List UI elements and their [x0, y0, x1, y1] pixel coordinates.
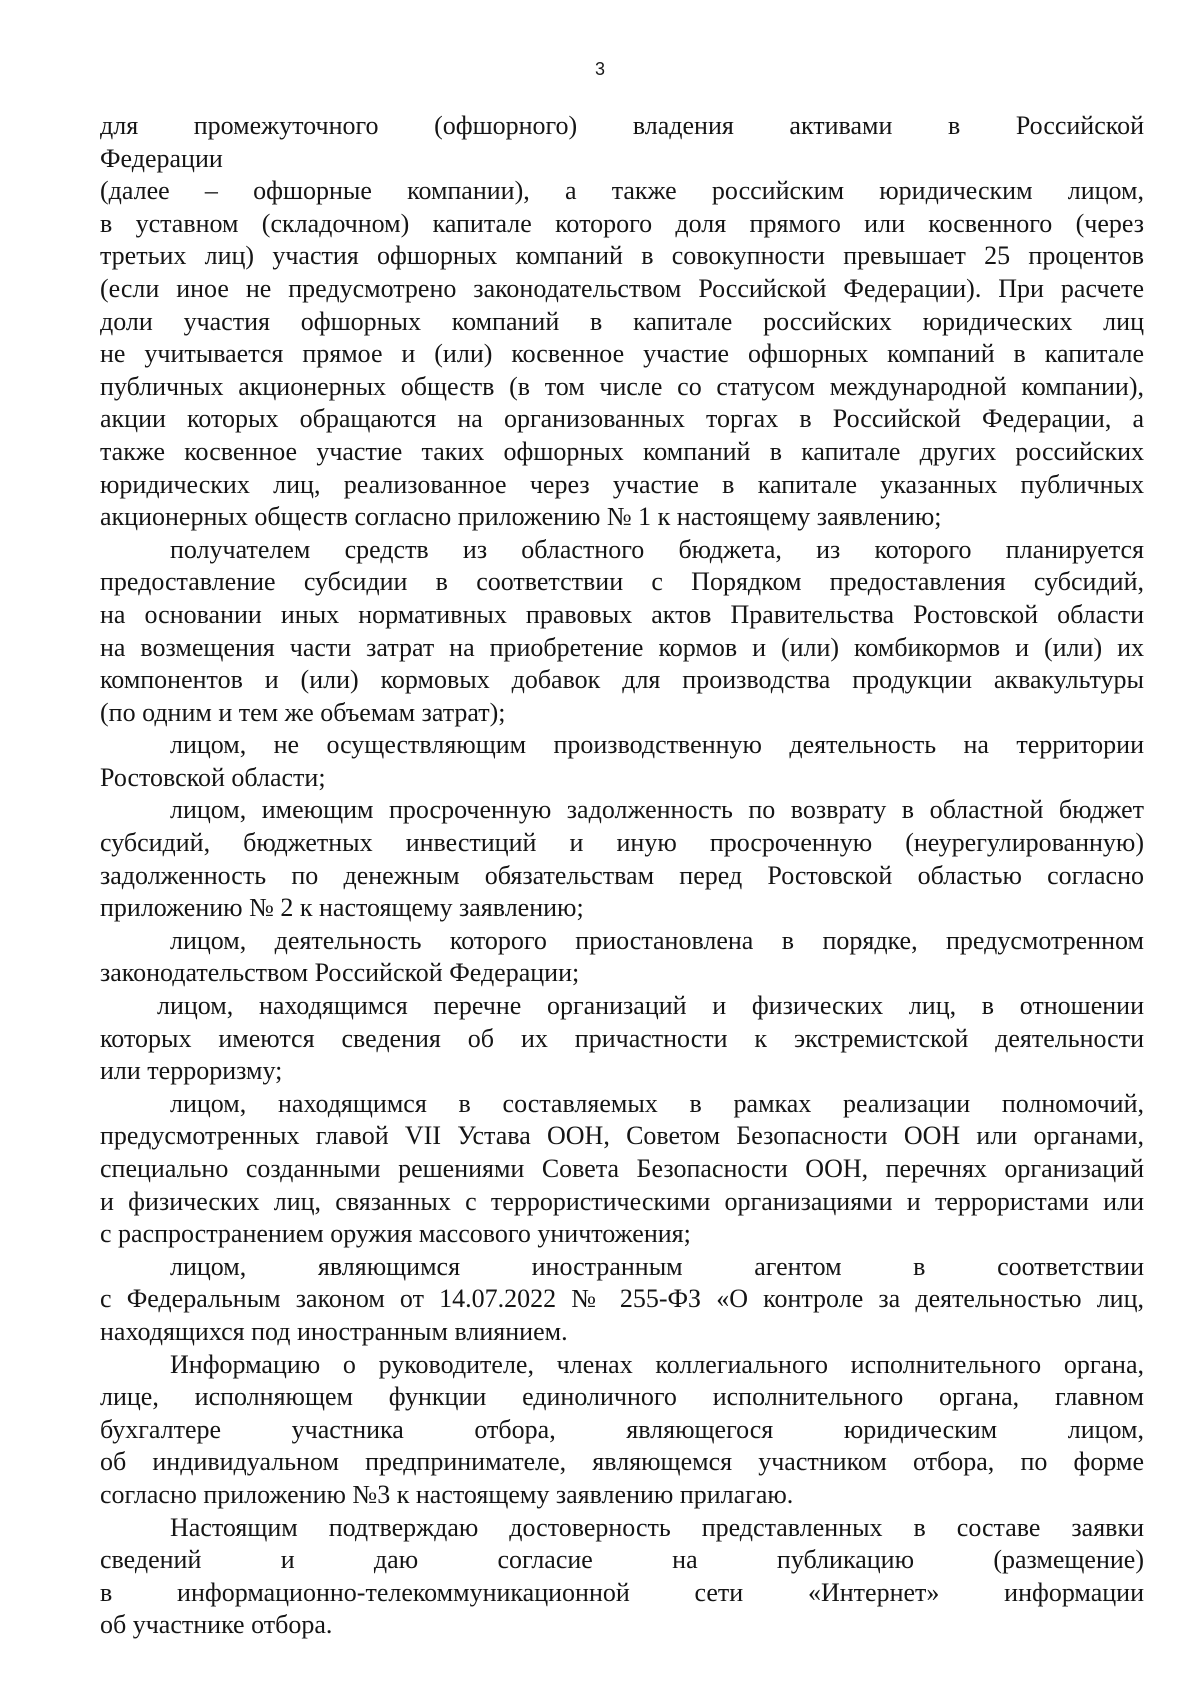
text-line: законодательством Российской Федерации;	[100, 958, 580, 988]
text-line: лицом, являющимся иностранным агентом в соответствии	[170, 1251, 1144, 1281]
text-line: об участнике отбора.	[100, 1610, 333, 1640]
text-line: для промежуточного (офшорного) владения активами в Российской	[100, 111, 1144, 140]
text-line: (далее – офшорные компании), а также российским юридическим лицом,	[100, 176, 1144, 206]
text-line: задолженность по денежным обязательствам перед Ростовской областью согласно	[100, 860, 1144, 890]
text-line: акционерных обществ согласно приложению № 1 к настоящему заявлению;	[100, 502, 942, 532]
text-line: лицом, находящимся перечне организаций и физических лиц, в отношении	[157, 991, 1144, 1021]
text-line: лицом, имеющим просроченную задолженность по возврату в областной бюджет	[170, 795, 1144, 825]
text-line: акции которых обращаются на организованных торгах в Российской Федерации, а	[100, 404, 1144, 434]
document-body	[100, 110, 1144, 1642]
text-line: (по одним и тем же объемам затрат);	[100, 697, 506, 727]
text-line: получателем средств из областного бюджета, из которого планируется	[170, 534, 1144, 564]
text-line: третьих лиц) участия офшорных компаний в совокупности превышает 25 процентов	[100, 241, 1144, 271]
text-line: специально созданными решениями Совета Безопасности ООН, перечнях организаций	[100, 1154, 1144, 1183]
text-line: (если иное не предусмотрено законодательством Российской Федерации). При расчете	[100, 273, 1144, 303]
text-line: на основании иных нормативных правовых актов Правительства Ростовской области	[100, 599, 1144, 629]
text-line: Информацию о руководителе, членах коллегиального исполнительного органа,	[170, 1349, 1144, 1379]
text-line: субсидий, бюджетных инвестиций и иную просроченную (неурегулированную)	[100, 828, 1144, 858]
text-line: согласно приложению №3 к настоящему заявлению прилагаю.	[100, 1479, 794, 1509]
text-line: лицом, деятельность которого приостановлена в порядке, предусмотренном	[170, 925, 1144, 955]
page-number: 3	[594, 59, 605, 79]
text-line: предусмотренных главой VII Устава ООН, Советом Безопасности ООН или органами,	[100, 1121, 1144, 1151]
text-line: лицом, находящимся в составляемых в рамках реализации полномочий,	[170, 1088, 1144, 1118]
text-line: лицом, не осуществляющим производственную деятельность на территории	[170, 730, 1144, 760]
text-line: в уставном (складочном) капитале которого доля прямого или косвенного (через	[100, 208, 1144, 238]
text-line: приложению № 2 к настоящему заявлению;	[100, 893, 584, 923]
text-line: сведений и даю согласие на публикацию (размещение)	[100, 1545, 1144, 1575]
text-line: в информационно-телекоммуникационной сети «Интернет» информации	[100, 1577, 1144, 1607]
text-line: публичных акционерных обществ (в том числе со статусом международной компании),	[100, 371, 1144, 401]
text-line: и физических лиц, связанных с террористическими организациями и террористами или	[100, 1186, 1144, 1216]
text-line: лице, исполняющем функции единоличного исполнительного органа, главном	[100, 1382, 1144, 1412]
text-line: компонентов и (или) кормовых добавок для производства продукции аквакультуры	[100, 665, 1144, 695]
text-line: на возмещения части затрат на приобретение кормов и (или) комбикормов и (или) их	[100, 632, 1144, 662]
text-line: с Федеральным законом от 14.07.2022 № 255-ФЗ «О контроле за деятельностью лиц,	[100, 1284, 1144, 1314]
text-line: Ростовской области;	[100, 762, 326, 792]
text-line: Федерации	[100, 143, 223, 173]
text-line: об индивидуальном предпринимателе, являющемся участником отбора, по форме	[100, 1447, 1144, 1477]
text-line: предоставление субсидии в соответствии с Порядком предоставления субсидий,	[100, 567, 1144, 597]
text-line: юридических лиц, реализованное через участие в капитале указанных публичных	[100, 469, 1144, 499]
text-line: или терроризму;	[100, 1056, 283, 1086]
text-line: с распространением оружия массового уничтожения;	[100, 1219, 691, 1249]
text-line: которых имеются сведения об их причастности к экстремистской деятельности	[100, 1023, 1144, 1053]
text-line: также косвенное участие таких офшорных компаний в капитале других российских	[100, 436, 1144, 466]
text-line: не учитывается прямое и (или) косвенное участие офшорных компаний в капитале	[100, 339, 1144, 369]
text-line: находящихся под иностранным влиянием.	[100, 1316, 568, 1346]
text-line: доли участия офшорных компаний в капитале российских юридических лиц	[100, 306, 1144, 336]
text-line: Настоящим подтверждаю достоверность представленных в составе заявки	[170, 1512, 1144, 1542]
text-line: бухгалтере участника отбора, являющегося юридическим лицом,	[100, 1414, 1144, 1444]
